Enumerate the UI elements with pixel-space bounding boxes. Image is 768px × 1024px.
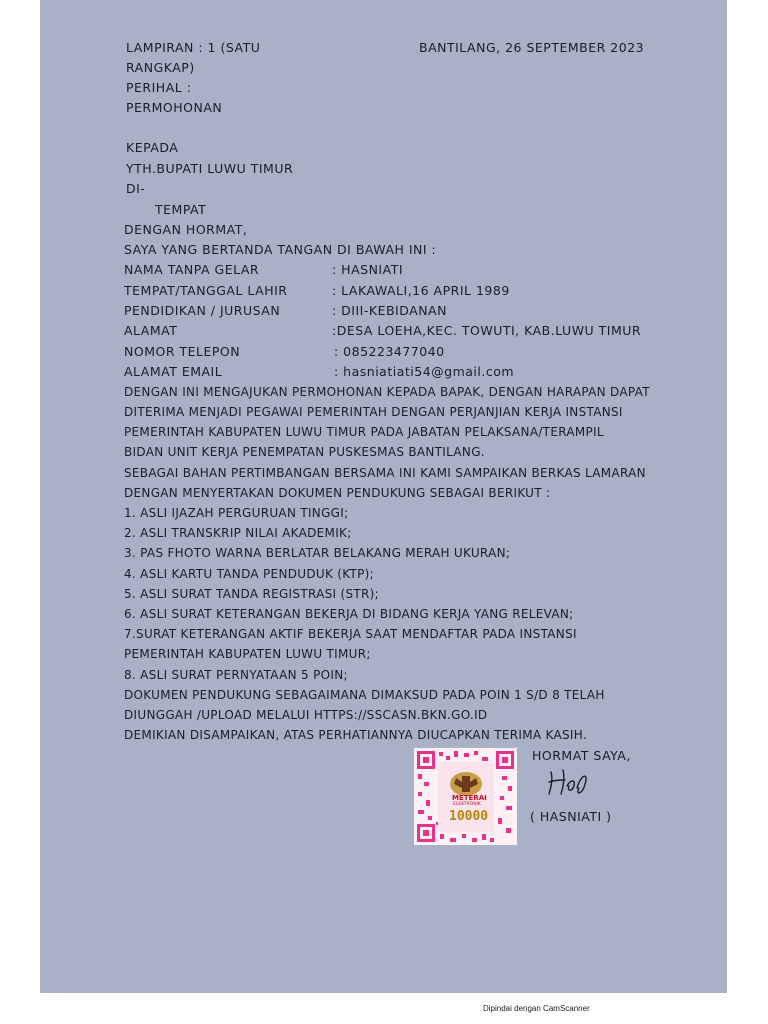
meterai-value: 10000: [449, 809, 489, 824]
list-item: 8. ASLI SURAT PERNYATAAN 5 POIN;: [124, 668, 348, 682]
signer-name: ( HASNIATI ): [530, 809, 612, 824]
identity-value: :DESA LOEHA,KEC. TOWUTI, KAB.LUWU TIMUR: [332, 323, 642, 338]
signature-mark: [545, 766, 595, 798]
list-item: PEMERINTAH KABUPATEN LUWU TIMUR;: [124, 647, 371, 661]
identity-value: : HASNIATI: [332, 262, 404, 277]
body-line: DENGAN INI MENGAJUKAN PERMOHONAN KEPADA BAPAK, DENGAN HARAPAN DAPAT: [124, 385, 650, 399]
closing-line: DIUNGGAH /UPLOAD MELALUI HTTPS://SSCASN.BKN.GO.ID: [124, 708, 488, 722]
letter-date: BANTILANG, 26 SEPTEMBER 2023: [419, 40, 645, 55]
greeting: DENGAN HORMAT,: [124, 222, 248, 237]
list-item: 1. ASLI IJAZAH PERGURUAN TINGGI;: [124, 506, 349, 520]
body-line: DITERIMA MENJADI PEGAWAI PEMERINTAH DENGAN PERJANJIAN KERJA INSTANSI: [124, 405, 623, 419]
identity-label: NAMA TANPA GELAR: [124, 262, 260, 277]
identity-value: : DIII-KEBIDANAN: [332, 303, 447, 318]
body-line: DENGAN MENYERTAKAN DOKUMEN PENDUKUNG SEBAGAI BERIKUT :: [124, 486, 551, 500]
identity-label: PENDIDIKAN / JURUSAN: [124, 303, 281, 318]
identity-label: NOMOR TELEPON: [124, 344, 241, 359]
recipient-tempat: TEMPAT: [155, 202, 207, 217]
recipient-name: YTH.BUPATI LUWU TIMUR: [126, 161, 294, 176]
closing-line: DOKUMEN PENDUKUNG SEBAGAIMANA DIMAKSUD PADA POIN 1 S/D 8 TELAH: [124, 688, 605, 702]
identity-label: ALAMAT: [124, 323, 178, 338]
permohonan-label: PERMOHONAN: [126, 100, 223, 115]
perihal-label: PERIHAL :: [126, 80, 192, 95]
identity-label: TEMPAT/TANGGAL LAHIR: [124, 283, 288, 298]
list-item: 7.SURAT KETERANGAN AKTIF BEKERJA SAAT MENDAFTAR PADA INSTANSI: [124, 627, 577, 641]
identity-label: ALAMAT EMAIL: [124, 364, 223, 379]
list-item: 5. ASLI SURAT TANDA REGISTRASI (STR);: [124, 587, 379, 601]
list-item: 2. ASLI TRANSKRIP NILAI AKADEMIK;: [124, 526, 352, 540]
scanner-footer: Dipindai dengan CamScanner: [483, 1004, 590, 1013]
recipient-di: DI-: [126, 181, 146, 196]
closing-line: DEMIKIAN DISAMPAIKAN, ATAS PERHATIANNYA DIUCAPKAN TERIMA KASIH.: [124, 728, 587, 742]
identity-value: : LAKAWALI,16 APRIL 1989: [332, 283, 510, 298]
rangkap-label: RANGKAP): [126, 60, 195, 75]
identity-value: : hasniatiati54@gmail.com: [334, 364, 515, 379]
list-item: 3. PAS FHOTO WARNA BERLATAR BELAKANG MERAH UKURAN;: [124, 546, 511, 560]
body-line: PEMERINTAH KABUPATEN LUWU TIMUR PADA JABATAN PELAKSANA/TERAMPIL: [124, 425, 604, 439]
meterai-subtitle: ELEKTRONIK: [453, 802, 481, 807]
meterai-title: METERAI: [452, 794, 487, 802]
intro-line: SAYA YANG BERTANDA TANGAN DI BAWAH INI :: [124, 242, 437, 257]
body-line: BIDAN UNIT KERJA PENEMPATAN PUSKESMAS BANTILANG.: [124, 445, 485, 459]
body-line: SEBAGAI BAHAN PERTIMBANGAN BERSAMA INI KAMI SAMPAIKAN BERKAS LAMARAN: [124, 466, 646, 480]
meterai-stamp: [414, 748, 517, 845]
hormat-saya: HORMAT SAYA,: [532, 748, 631, 763]
kepada-label: KEPADA: [126, 140, 179, 155]
identity-value: : 085223477040: [334, 344, 445, 359]
list-item: 6. ASLI SURAT KETERANGAN BEKERJA DI BIDANG KERJA YANG RELEVAN;: [124, 607, 574, 621]
lampiran-label: LAMPIRAN : 1 (SATU: [126, 40, 261, 55]
list-item: 4. ASLI KARTU TANDA PENDUDUK (KTP);: [124, 567, 374, 581]
